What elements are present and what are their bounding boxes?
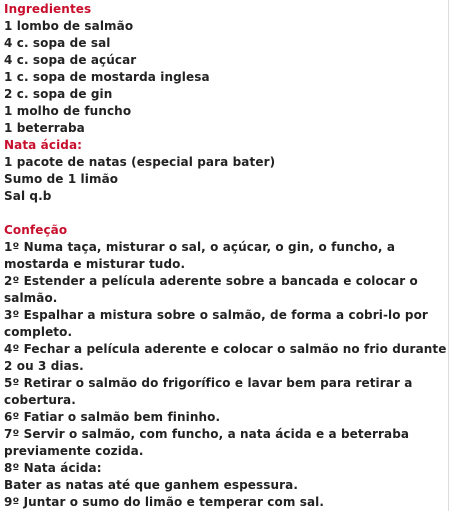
ingredient-item: 2 c. sopa de gin	[4, 87, 113, 101]
sauce-ingredient-item: Sumo de 1 limão	[4, 172, 119, 186]
step-line: mostarda e misturar tudo.	[4, 257, 186, 271]
step-line: 3º Espalhar a mistura sobre o salmão, de forma a cobri-lo por	[4, 308, 428, 322]
step-1	[4, 239, 444, 273]
ingredient-item: 4 c. sopa de açúcar	[4, 53, 137, 67]
sauce-heading: Nata ácida:	[4, 138, 83, 152]
step-line: 2º Estender a película aderente sobre a bancada e colocar o	[4, 274, 418, 288]
step-line: 2 ou 3 dias.	[4, 359, 84, 373]
step-9	[4, 494, 444, 511]
preparation-steps	[4, 239, 447, 511]
ingredients-list	[4, 18, 444, 137]
step-3	[4, 307, 444, 341]
ingredient-item: 4 c. sopa de sal	[4, 36, 111, 50]
ingredients-heading: Ingredientes	[4, 2, 92, 16]
section-spacer	[4, 205, 444, 222]
sauce-ingredient-item: Sal q.b	[4, 189, 52, 203]
step-line: salmão.	[4, 291, 58, 305]
step-line: Bater as natas até que ganhem espessura.	[4, 478, 299, 492]
step-7	[4, 426, 444, 460]
step-8	[4, 460, 444, 494]
sauce-ingredient-item: 1 pacote de natas (especial para bater)	[4, 155, 276, 169]
step-line: 6º Fatiar o salmão bem fininho.	[4, 410, 221, 424]
step-line: cobertura.	[4, 393, 76, 407]
step-line: 9º Juntar o sumo do limão e temperar com sal.	[4, 495, 325, 509]
step-line: 1º Numa taça, misturar o sal, o açúcar, o gin, o funcho, a	[4, 240, 396, 254]
step-5	[4, 375, 444, 409]
preparation-heading: Confeção	[4, 223, 68, 237]
step-line: previamente cozida.	[4, 444, 144, 458]
step-line: 8º Nata ácida:	[4, 461, 102, 475]
step-6	[4, 409, 444, 426]
step-2	[4, 273, 444, 307]
step-line: 5º Retirar o salmão do frigorífico e lavar bem para retirar a	[4, 376, 413, 390]
step-line: completo.	[4, 325, 73, 339]
ingredient-item: 1 beterraba	[4, 121, 85, 135]
step-line: 7º Servir o salmão, com funcho, a nata ácida e a beterraba	[4, 427, 410, 441]
step-line: 4º Fechar a película aderente e colocar o salmão no frio durante	[4, 342, 447, 356]
step-4	[4, 341, 447, 375]
ingredient-item: 1 molho de funcho	[4, 104, 132, 118]
sauce-ingredients-list	[4, 154, 444, 205]
ingredient-item: 1 c. sopa de mostarda inglesa	[4, 70, 210, 84]
ingredient-item: 1 lombo de salmão	[4, 19, 134, 33]
